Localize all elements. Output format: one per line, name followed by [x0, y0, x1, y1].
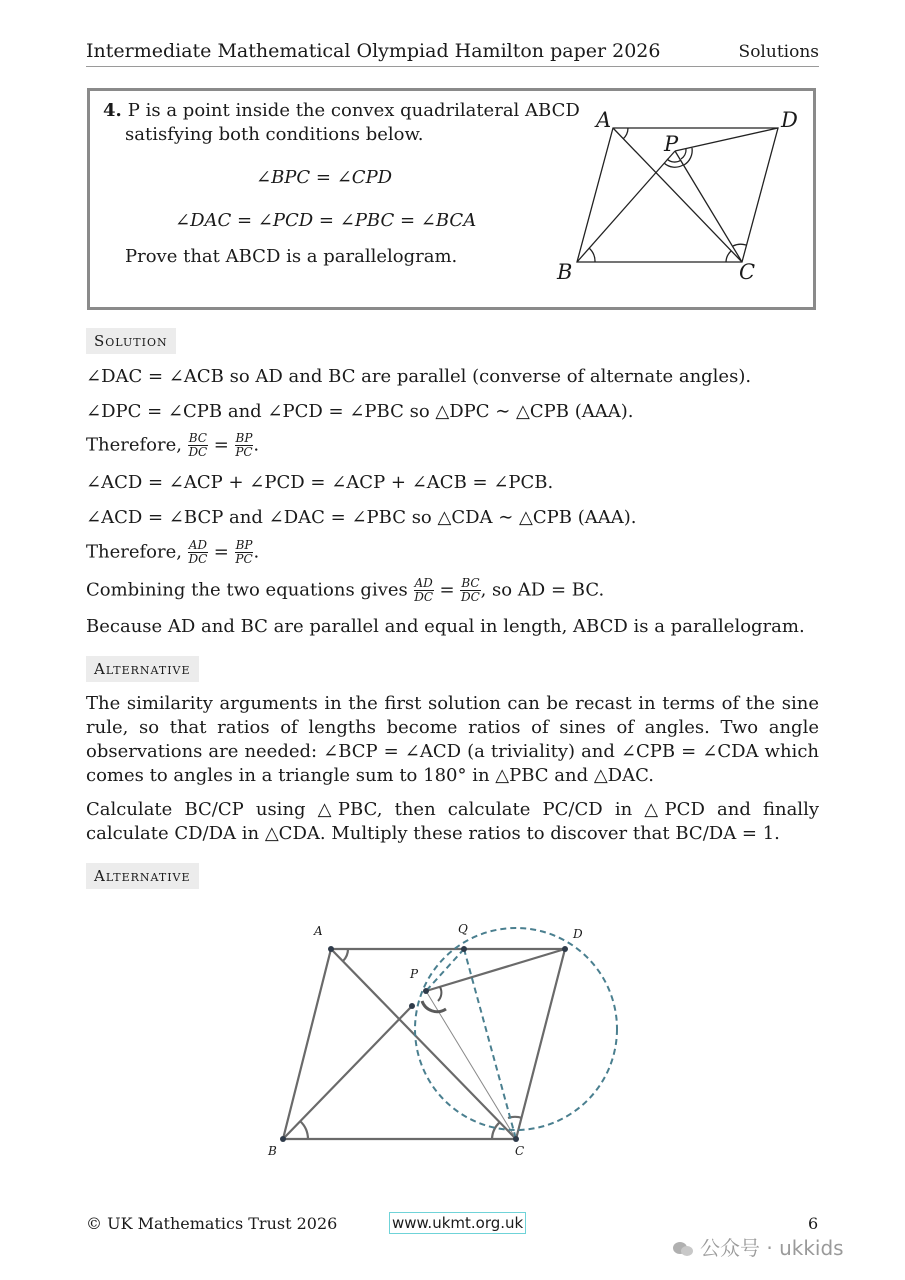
diagram-alternative: [260, 915, 640, 1165]
angle-mark-c1: [726, 251, 731, 262]
therefore-2: Therefore,: [86, 541, 182, 563]
label-a: A: [314, 924, 323, 938]
alternative-1-paragraph-2: Calculate BC/CP using △PBC, then calculate PC/CD in △PCD and finally calculate CD/DA in △CDA. Multiply these ratios to discover that BC/DA = 1.: [86, 799, 819, 844]
point-b-foot: [409, 1003, 415, 1009]
alternative-1-heading: Alternative: [86, 656, 199, 682]
problem-number: 4.: [103, 100, 122, 121]
label-b: B: [268, 1144, 277, 1158]
solution-line-2: ∠DPC = ∠CPB and ∠PCD = ∠PBC so △DPC ∼ △CPB (AAA).: [86, 401, 634, 422]
angle-mark-p2: [438, 987, 441, 1001]
point-d: [562, 946, 568, 952]
angle-mark-p3: [684, 148, 692, 165]
fraction-ad-dc-2: $\frac{AD}{DC}$: [414, 576, 434, 604]
label-a: A: [596, 108, 612, 132]
label-c: C: [515, 1144, 525, 1158]
fraction-ad-dc: $\frac{AD}{DC}$: [188, 538, 208, 566]
segment-pd: [426, 949, 565, 991]
diagonal-ac: [331, 949, 516, 1139]
angle-mark-c2: [733, 244, 746, 246]
solution-line-4: ∠ACD = ∠ACP + ∠PCD = ∠ACP + ∠ACB = ∠PCB.: [86, 472, 554, 493]
fraction-bp-pc: $\frac{BP}{PC}$: [235, 431, 253, 459]
label-p: P: [664, 132, 679, 156]
header-rule: [86, 66, 819, 67]
problem-condition-1: ∠BPC = ∠CPD: [256, 167, 393, 188]
angle-mark-b: [589, 248, 595, 262]
label-b: B: [557, 260, 573, 284]
fraction-bc-dc: $\frac{BC}{DC}$: [188, 431, 208, 459]
angle-mark-p4: [681, 149, 686, 159]
label-p: P: [410, 967, 419, 981]
angle-mark-b: [300, 1121, 308, 1139]
solution-line-3: Therefore, $\frac{BC}{DC}$ = $\frac{BP}{PC}$ .: [86, 431, 260, 459]
angle-mark-p2: [667, 159, 681, 162]
label-d: D: [781, 108, 798, 132]
circle-pcd: [415, 928, 617, 1130]
combining-text: Combining the two equations gives: [86, 579, 408, 601]
segment-pb: [283, 1006, 412, 1139]
solution-line-8: Because AD and BC are parallel and equal in length, ABCD is a parallelogram.: [86, 616, 805, 637]
solution-line-6: Therefore, $\frac{AD}{DC}$ = $\frac{BP}{PC}$ .: [86, 538, 260, 566]
label-c: C: [739, 260, 756, 284]
point-a: [328, 946, 334, 952]
chat-icon: [672, 1240, 694, 1258]
page-number: 6: [808, 1214, 819, 1233]
point-b: [280, 1136, 286, 1142]
problem-condition-2: ∠DAC = ∠PCD = ∠PBC = ∠BCA: [175, 210, 477, 231]
alternative-2-heading: Alternative: [86, 863, 199, 889]
solution-line-7: Combining the two equations gives $\frac{AD}{DC}$ = $\frac{BC}{DC}$ , so AD = BC.: [86, 576, 605, 604]
therefore-1: Therefore,: [86, 434, 182, 456]
watermark-text: 公众号 · ukkids: [700, 1236, 844, 1260]
problem-text-1: P is a point inside the convex quadrilateral ABCD: [127, 100, 580, 121]
footer-website-link[interactable]: www.ukmt.org.uk: [389, 1212, 526, 1234]
point-c: [513, 1136, 519, 1142]
problem-prove: Prove that ABCD is a parallelogram.: [125, 246, 458, 267]
solution-line-5: ∠ACD = ∠BCP and ∠DAC = ∠PBC so △CDA ∼ △CPB (AAA).: [86, 507, 637, 528]
segment-pc: [426, 991, 516, 1139]
header-title: Intermediate Mathematical Olympiad Hamilton paper 2026: [86, 40, 661, 62]
problem-line-2: satisfying both conditions below.: [125, 124, 424, 145]
diagram-problem: [540, 95, 815, 295]
watermark: [672, 1232, 844, 1261]
solution-heading: Solution: [86, 328, 176, 354]
problem-line-1: [103, 100, 580, 121]
segment-pc: [675, 151, 742, 262]
solution-line-1: ∠DAC = ∠ACB so AD and BC are parallel (converse of alternate angles).: [86, 366, 752, 387]
label-q: Q: [458, 922, 468, 936]
point-q: [461, 946, 467, 952]
conclusion-text: , so AD = BC.: [480, 579, 605, 601]
point-p: [423, 988, 429, 994]
fraction-bp-pc-2: $\frac{BP}{PC}$: [235, 538, 253, 566]
angle-mark-p1: [664, 163, 683, 167]
angle-mark-c1: [492, 1122, 500, 1139]
header-section: Solutions: [738, 42, 819, 62]
angle-mark-a: [623, 128, 628, 139]
angle-mark-p1: [422, 1001, 446, 1012]
footer-copyright: © UK Mathematics Trust 2026: [86, 1214, 338, 1233]
segment-pd: [675, 128, 778, 151]
angle-mark-a: [343, 949, 348, 961]
fraction-bc-dc-2: $\frac{BC}{DC}$: [461, 576, 480, 604]
alternative-1-paragraph-1: The similarity arguments in the first solution can be recast in terms of the sine rule, so that ratios of lengths become ratios of sines of angles. Two angle observations are needed: ∠BCP = ∠ACD (a triviality) and ∠CPB = ∠CDA which comes to angles in a triangle sum to 180° in △PBC and △DAC.: [86, 693, 819, 786]
label-d: D: [573, 927, 583, 941]
